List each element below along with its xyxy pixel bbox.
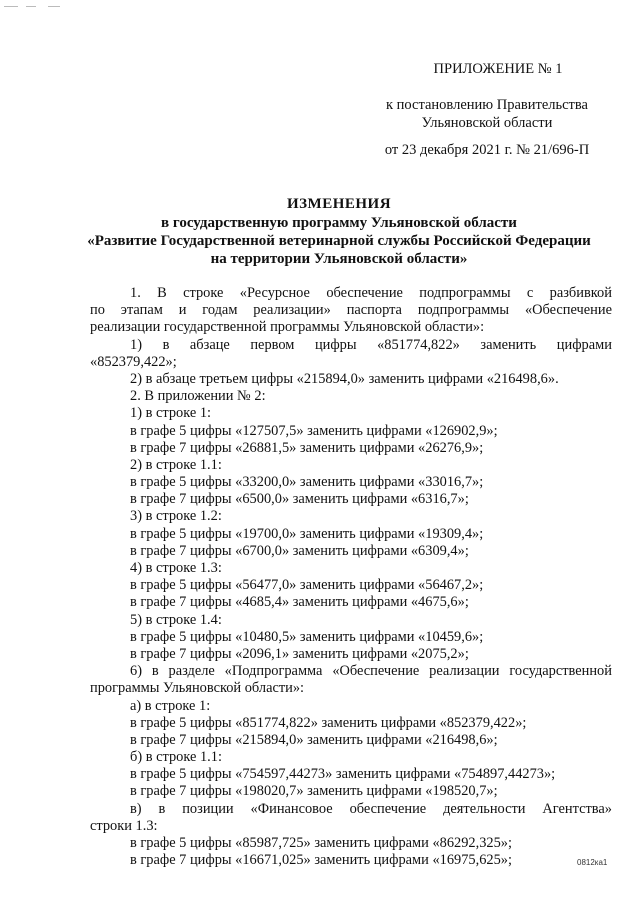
section-6-position-line-1 (90, 801, 612, 818)
row-1-2-column-5: в графе 5 цифры «19700,0» заменить цифрами «19309,4»; (130, 525, 484, 542)
paragraph-2: 2. В приложении № 2: (130, 388, 266, 405)
word: «851774,822» (377, 336, 460, 353)
document-subtitle-line-1: в государственную программу Ульяновской области (161, 215, 517, 231)
word: 6) (130, 663, 142, 680)
document-title: ИЗМЕНЕНИЯ (286, 196, 392, 212)
section-6-row-1-1-column-7: в графе 7 цифры «198020,7» заменить цифрами «198520,7»; (130, 783, 498, 800)
word: 1. (130, 285, 141, 301)
word: заменить (480, 336, 537, 353)
document-subtitle-line-3: на территории Ульяновской области» (210, 251, 468, 267)
section-6-row-1-column-5: в графе 5 цифры «851774,822» заменить цифрами «852379,422»; (130, 714, 527, 731)
row-1-3-column-7: в графе 7 цифры «4685,4» заменить цифрами «4675,6»; (130, 594, 469, 611)
word: подпрограммы (419, 285, 511, 301)
word: позиции (182, 800, 234, 817)
scan-mark (48, 6, 60, 7)
word: «Обеспечение (524, 302, 612, 319)
word: в (151, 663, 159, 680)
scan-mark (4, 6, 18, 7)
row-1-2-column-7: в графе 7 цифры «6700,0» заменить цифрами «6309,4»; (130, 542, 469, 559)
word: «Ресурсное (239, 285, 310, 301)
section-6-position-column-7: в графе 7 цифры «16671,025» заменить цифрами «16975,625»; (130, 852, 512, 869)
word: строке (183, 285, 224, 301)
item-1-2: 2) в абзаце третьем цифры «215894,0» заменить цифрами «216498,6». (130, 370, 559, 387)
item-1-1-line-1 (90, 337, 612, 354)
paragraph-1-line-1 (90, 285, 612, 302)
annex-title: ПРИЛОЖЕНИЕ № 1 (433, 61, 563, 77)
word: абзаце (189, 336, 230, 353)
row-1-3-column-5: в графе 5 цифры «56477,0» заменить цифрами «56467,2»; (130, 577, 484, 594)
row-1-2-header: 3) в строке 1.2: (130, 508, 222, 525)
document-registration-stamp: 0812ка1 (577, 858, 608, 867)
word: «Обеспечение (332, 663, 420, 680)
document-subtitle-line-2: «Развитие Государственной ветеринарной службы Российской Федерации (87, 233, 591, 249)
section-6-row-1-column-7: в графе 7 цифры «215894,0» заменить цифрами «216498,6»; (130, 731, 498, 748)
row-1-1-column-5: в графе 5 цифры «33200,0» заменить цифрами «33016,7»; (130, 474, 484, 491)
row-1-column-5: в графе 5 цифры «127507,5» заменить цифрами «126902,9»; (130, 422, 498, 439)
scan-mark (26, 6, 36, 7)
word: в (162, 336, 170, 353)
word: В (157, 285, 167, 301)
word: деятельности (443, 800, 526, 817)
section-6-position-column-5: в графе 5 цифры «85987,725» заменить цифрами «86292,325»; (130, 835, 512, 851)
row-1-4-column-7: в графе 7 цифры «2096,1» заменить цифрами «2075,2»; (130, 645, 469, 662)
row-1-column-7: в графе 7 цифры «26881,5» заменить цифрами «26276,9»; (130, 439, 484, 456)
word: реализации» (253, 302, 331, 319)
word: и (178, 302, 187, 319)
word: в (158, 800, 166, 817)
annex-reference-line-2: Ульяновской области (421, 115, 553, 131)
word: цифры (314, 336, 357, 353)
word: подпрограммы (417, 302, 510, 319)
word: годам (202, 302, 238, 319)
row-1-1-column-7: в графе 7 цифры «6500,0» заменить цифрами «6316,7»; (130, 491, 469, 508)
word: реализации (429, 663, 500, 680)
row-1-header: 1) в строке 1: (130, 405, 212, 422)
word: по (90, 302, 105, 319)
annex-reference-line-1: к постановлению Правительства (386, 97, 588, 113)
word: государственной (509, 663, 612, 680)
row-1-3-header: 4) в строке 1.3: (130, 560, 222, 576)
row-1-1-header: 2) в строке 1.1: (130, 456, 222, 473)
word: обеспечение (326, 285, 403, 301)
annex-date-number: от 23 декабря 2021 г. № 21/696-П (384, 142, 590, 158)
section-6-line-1 (90, 663, 612, 680)
word: первом (250, 336, 295, 353)
item-1-1-line-2: «852379,422»; (90, 353, 177, 370)
row-1-4-column-5: в графе 5 цифры «10480,5» заменить цифрами «10459,6»; (130, 628, 484, 645)
document-body (90, 285, 612, 869)
word: с (526, 285, 534, 301)
word: Агентства» (542, 800, 612, 817)
paragraph-1-line-3: реализации государственной программы Ульяновской области»: (90, 319, 485, 336)
word: 1) (130, 336, 142, 353)
section-6-row-1-1-header: б) в строке 1.1: (130, 749, 222, 766)
section-6-row-1-1-column-5: в графе 5 цифры «754597,44273» заменить цифрами «754897,44273»; (130, 766, 556, 783)
word: «Подпрограмма (224, 663, 323, 680)
word: в) (130, 800, 142, 817)
section-6-row-1-header: а) в строке 1: (130, 697, 211, 714)
word: этапам (120, 302, 163, 319)
word: цифрами (556, 336, 612, 353)
word: разбивкой (549, 285, 612, 301)
word: обеспечение (349, 800, 427, 817)
word: паспорта (346, 302, 402, 319)
paragraph-1-line-2 (90, 302, 612, 319)
word: разделе (168, 663, 215, 680)
section-6-position-line-2: строки 1.3: (90, 817, 158, 834)
section-6-line-2: программы Ульяновской области»: (90, 680, 305, 697)
word: «Финансовое (250, 800, 333, 817)
row-1-4-header: 5) в строке 1.4: (130, 611, 222, 628)
